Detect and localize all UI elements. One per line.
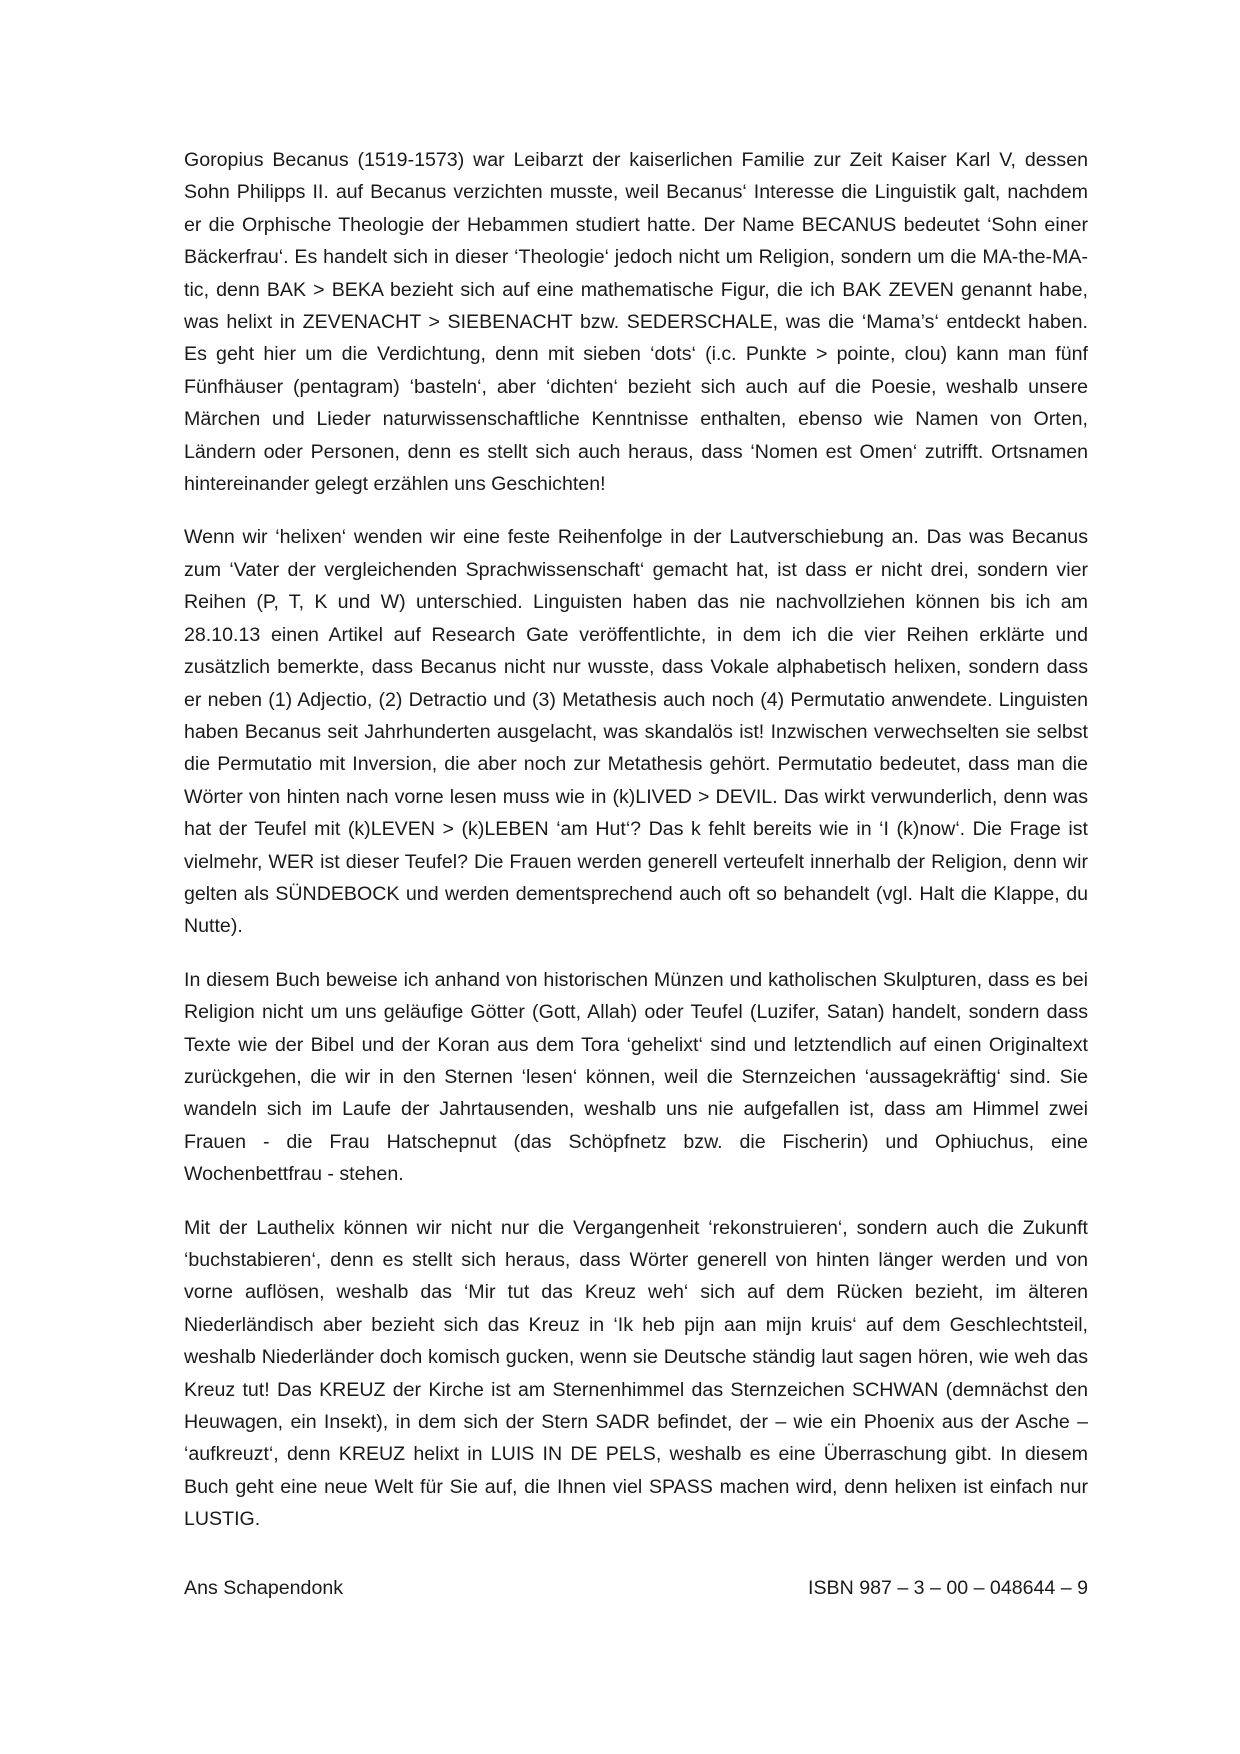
isbn-number: ISBN 987 – 3 – 00 – 048644 – 9 <box>808 1577 1088 1599</box>
author-name: Ans Schapendonk <box>184 1577 344 1599</box>
document-body <box>184 144 1088 1557</box>
paragraph-3: In diesem Buch beweise ich anhand von historischen Münzen und katholischen Skulpturen, dass es bei Religion nicht um uns geläufige Götter (Gott, Allah) oder Teufel (Luzifer, Satan) handelt, sondern dass Texte wie der Bibel und der Koran aus dem Tora ‘gehelixt‘ sind und letztendlich auf einen Originaltext zurückgehen, die wir in den Sternen ‘lesen‘ können, weil die Sternzeichen ‘aussagekräftig‘ sind. Sie wandeln sich im Laufe der Jahrtausenden, weshalb uns nie aufgefallen ist, dass am Himmel zwei Frauen - die Frau Hatschepnut (das Schöpfnetz bzw. die Fischerin) und Ophiuchus, eine Wochenbettfrau - stehen. <box>184 968 1088 1186</box>
paragraph-1: Goropius Becanus (1519-1573) war Leibarzt der kaiserlichen Familie zur Zeit Kaiser Karl V, dessen Sohn Philipps II. auf Becanus verzichten musste, weil Becanus‘ Interesse die Linguistik galt, nachdem er die Orphische Theologie der Hebammen studiert hatte. Der Name BECANUS bedeutet ‘Sohn einer Bäckerfrau‘. Es handelt sich in dieser ‘Theologie‘ jedoch nicht um Religion, sondern um die MA-the-MA-tic, denn BAK > BEKA bezieht sich auf eine mathematische Figur, die ich BAK ZEVEN genannt habe, was helixt in ZEVENACHT > SIEBENACHT bzw. SEDERSCHALE, was die ‘Mama’s‘ entdeckt haben. Es geht hier um die Verdichtung, denn mit sieben ‘dots‘ (i.c. Punkte > pointe, clou) kann man fünf Fünfhäuser (pentagram) ‘basteln‘, aber ‘dichten‘ bezieht sich auch auf die Poesie, weshalb unsere Märchen und Lieder naturwissenschaftliche Kenntnisse enthalten, ebenso wie Namen von Orten, Ländern oder Personen, denn es stellt sich auch heraus, dass ‘Nomen est Omen‘ zutrifft. Ortsnamen hintereinander gelegt erzählen uns Geschichten! <box>184 149 1088 496</box>
paragraph-4: Mit der Lauthelix können wir nicht nur die Vergangenheit ‘rekonstruieren‘, sondern auch die Zukunft ‘buchstabieren‘, denn es stellt sich heraus, dass Wörter generell von hinten länger werden und von vorne auflösen, weshalb das ‘Mir tut das Kreuz weh‘ sich auf dem Rücken bezieht, im älteren Niederländisch aber bezieht sich das Kreuz in ‘Ik heb pijn aan mijn kruis‘ auf dem Geschlechtsteil, weshalb Niederländer doch komisch gucken, wenn sie Deutsche ständig laut sagen hören, wie weh das Kreuz tut! Das KREUZ der Kirche ist am Sternenhimmel das Sternzeichen SCHWAN (demnächst den Heuwagen, ein Insekt), in dem sich der Stern SADR befindet, der – wie ein Phoenix aus der Asche – ‘aufkreuzt‘, denn KREUZ helixt in LUIS IN DE PELS, weshalb es eine Überraschung gibt. In diesem Buch geht eine neue Welt für Sie auf, die Ihnen viel SPASS machen wird, denn helixen ist einfach nur LUSTIG. <box>184 1216 1088 1531</box>
page-footer <box>184 1572 1088 1604</box>
paragraph-2: Wenn wir ‘helixen‘ wenden wir eine feste Reihenfolge in der Lautverschiebung an. Das was Becanus zum ‘Vater der vergleichenden Sprachwissenschaft‘ gemacht hat, ist dass er nicht drei, sondern vier Reihen (P, T, K und W) unterschied. Linguisten haben das nie nachvollziehen können bis ich am 28.10.13 einen Artikel auf Research Gate veröffentlichte, in dem ich die vier Reihen erklärte und zusätzlich bemerkte, dass Becanus nicht nur wusste, dass Vokale alphabetisch helixen, sondern dass er neben (1) Adjectio, (2) Detractio und (3) Metathesis auch noch (4) Permutatio anwendete. Linguisten haben Becanus seit Jahrhunderten ausgelacht, was skandalös ist! Inzwischen verwechselten sie selbst die Permutatio mit Inversion, die aber noch zur Metathesis gehört. Permutatio bedeutet, dass man die Wörter von hinten nach vorne lesen muss wie in (k)LIVED > DEVIL. Das wirkt verwunderlich, denn was hat der Teufel mit (k)LEVEN > (k)LEBEN ‘am Hut‘? Das k fehlt bereits wie in ‘I (k)now‘. Die Frage ist vielmehr, WER ist dieser Teufel? Die Frauen werden generell verteufelt innerhalb der Religion, denn wir gelten als SÜNDEBOCK und werden dementsprechend auch oft so behandelt (vgl. Halt die Klappe, du Nutte). <box>184 526 1088 938</box>
